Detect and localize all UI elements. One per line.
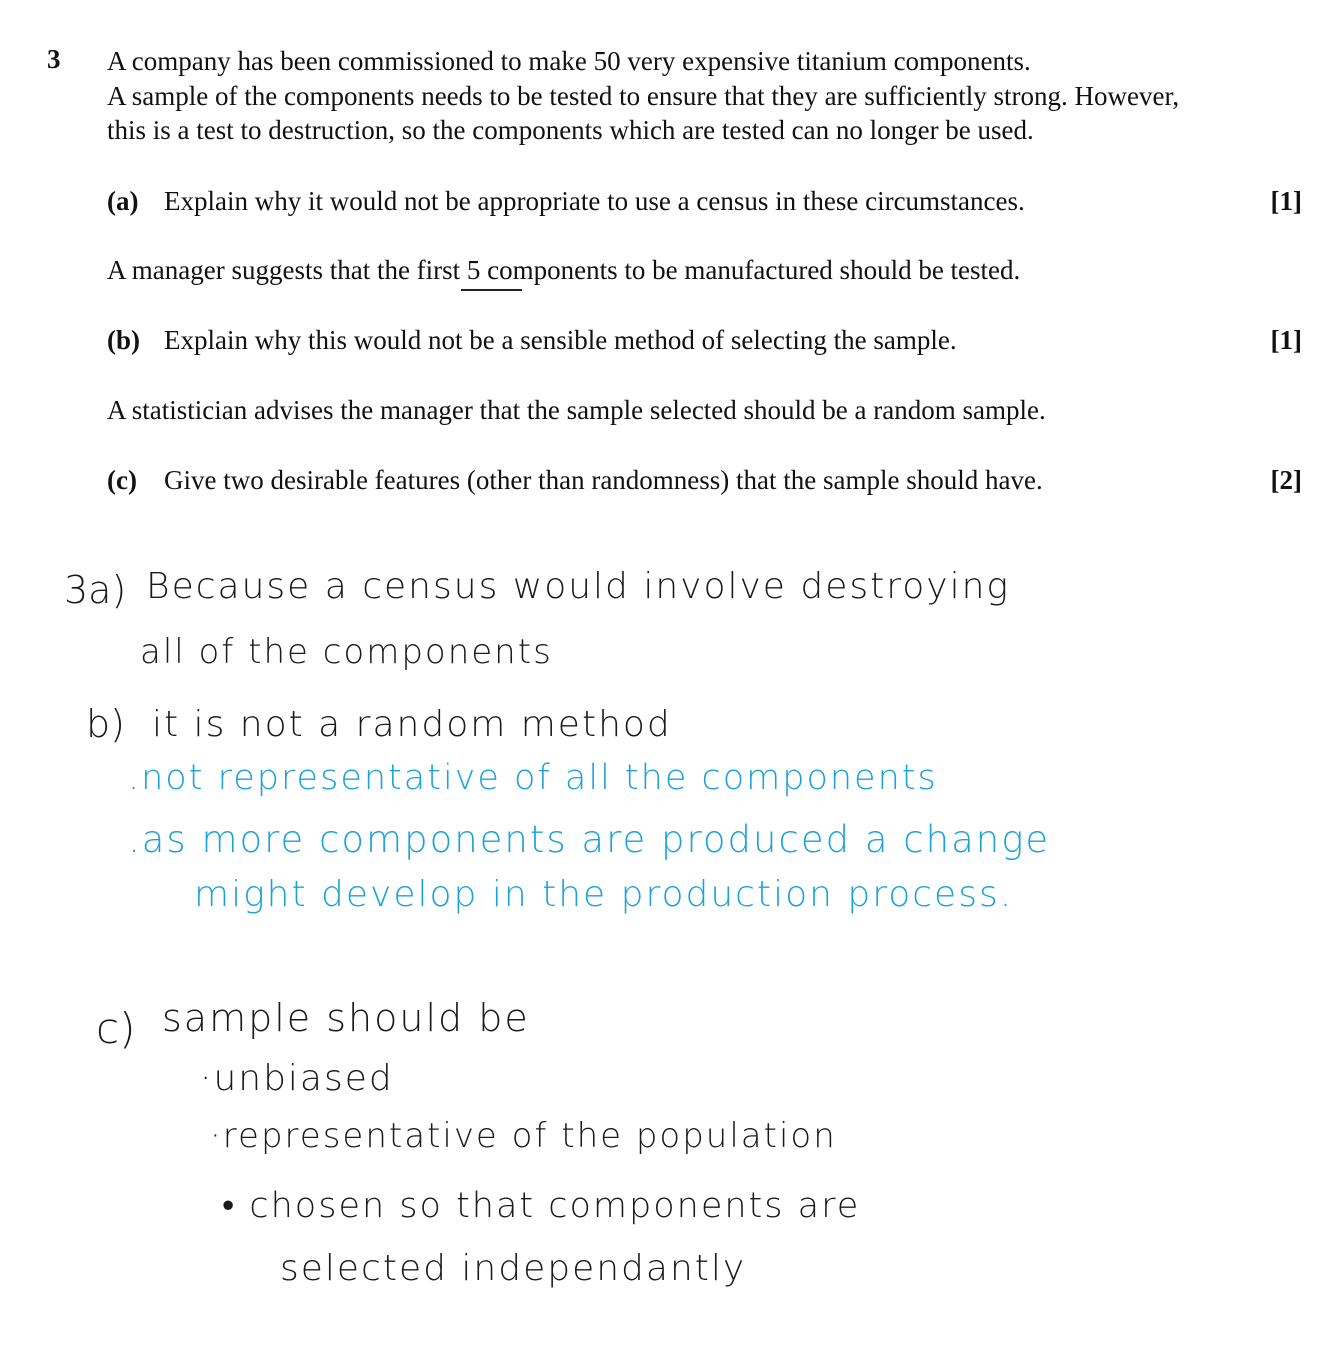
part-b-marks: [1] [1270,325,1302,355]
answer-a-line-1: Because a census would involve destroying [146,566,1011,607]
part-c-marks: [2] [1270,465,1302,495]
answer-c-label: c) [96,1004,136,1053]
part-c-text: Give two desirable features (other than randomness) that the sample should have. [164,465,1043,495]
intro-line-2: A sample of the components needs to be tested to ensure that they are sufficiently strong. However, [107,81,1180,111]
answer-b-blue-1: .not representative of all the components [128,758,938,798]
part-b-label: (b) [107,325,140,355]
answer-a-line-2: all of the components [140,632,553,672]
intro-line-1: A company has been commissioned to make 50 very expensive titanium components. [107,46,1031,76]
answer-b-blue-3: might develop in the production process. [194,874,1014,915]
answer-b-line-1: it is not a random method [152,704,672,745]
answer-b-label: b) [86,702,125,746]
part-b [107,323,957,357]
part-a-label: (a) [107,186,139,216]
intro-line-3: this is a test to destruction, so the components which are tested can no longer be used. [107,115,1034,145]
part-a [107,184,1025,218]
answer-b-blue-2: .as more components are produced a change [128,818,1051,861]
statistician-text: A statistician advises the manager that the sample selected should be a random sample. [107,395,1046,425]
question-number: 3 [47,44,61,74]
answer-c-item-3-cont: selected independantly [280,1248,747,1289]
pen-underline [461,289,522,291]
part-a-marks: [1] [1270,186,1302,216]
answer-c-item-1: ·unbiased [200,1058,394,1099]
answer-c-item-3: • chosen so that components are [222,1186,861,1226]
part-a-text: Explain why it would not be appropriate to use a census in these circumstances. [164,186,1025,216]
part-c-label: (c) [107,465,137,495]
answer-c-line-1: sample should be [162,996,530,1040]
part-c [107,463,1043,497]
printed-question [0,0,1334,540]
part-b-text: Explain why this would not be a sensible method of selecting the sample. [164,325,957,355]
answer-a-label: 3a) [64,568,127,612]
answer-c-item-2: ·representative of the population [210,1116,837,1156]
manager-text: A manager suggests that the first 5 components to be manufactured should be tested. [107,255,1021,285]
